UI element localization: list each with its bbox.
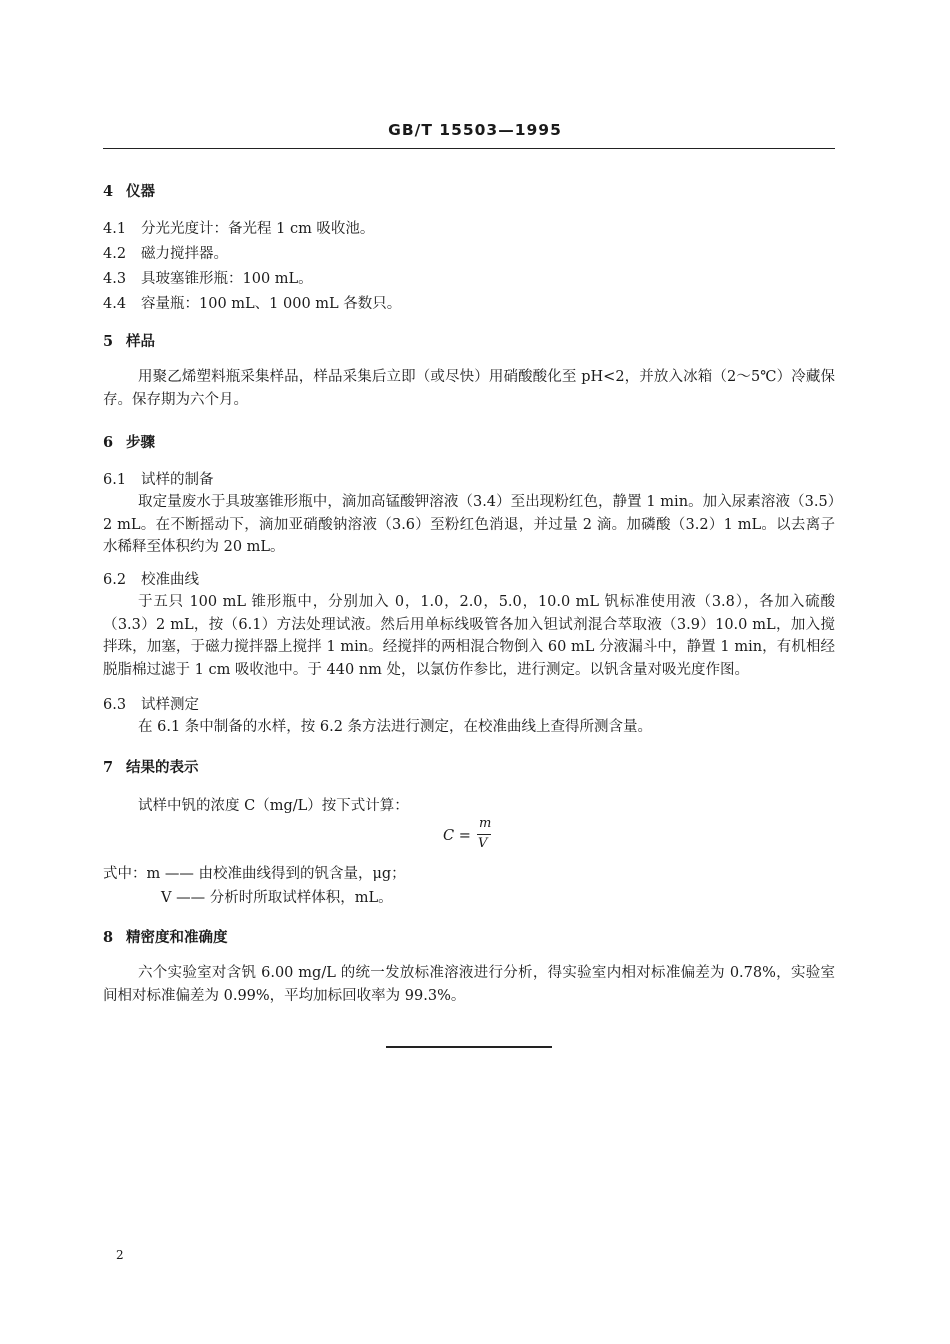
item-number: 4.1 [103, 221, 127, 237]
subsection-6-1-body: 取定量废水于具玻塞锥形瓶中，滴加高锰酸钾溶液（3.4）至出现粉红色，静置 1 min。加入尿素溶液（3.5）2 mL。在不断摇动下，滴加亚硝酸钠溶液（3.6）至粉红色消退，并过量 2 滴。加磷酸（3.2）1 mL。以去离子水稀释至体积约为 20 mL。 [103, 494, 835, 555]
section-number: 8 [103, 929, 114, 946]
formula-lhs: C = [443, 828, 471, 844]
subsection-6-2-body: 于五只 100 mL 锥形瓶中，分别加入 0，1.0，2.0，5.0，10.0 mL 钒标准使用液（3.8），各加入硫酸（3.3）2 mL，按（6.1）方法处理试液。然后用单标线吸管各加入钽试剂混合萃取液（3.9）10.0 mL，加入搅拌珠，加塞，于磁力搅拌器上搅拌 1 min。经搅拌的两相混合物倒入 60 mL 分液漏斗中，静置 1 min，有机相经脱脂棉过滤于 1 cm 吸收池中。于 440 nm 处，以氯仿作参比，进行测定。以钒含量对吸光度作图。 [103, 594, 835, 678]
item-text: 磁力搅拌器。 [141, 246, 228, 262]
page-number: 2 [116, 1248, 124, 1262]
end-rule [386, 1046, 552, 1048]
section-8-body: 六个实验室对含钒 6.00 mg/L 的统一发放标准溶液进行分析，得实验室内相对标准偏差为 0.78%，实验室间相对标准偏差为 0.99%，平均加标回收率为 99.3%。 [103, 965, 835, 1004]
subsection-6-1-heading [103, 468, 214, 489]
formula-intro: 试样中钒的浓度 C（mg/L）按下式计算： [138, 798, 409, 814]
section-number: 7 [103, 759, 114, 776]
item-text: 校准曲线 [141, 572, 199, 588]
section-title: 样品 [126, 333, 155, 350]
item-text: 试样测定 [141, 697, 199, 713]
section-title: 步骤 [126, 434, 155, 451]
item-text: 容量瓶：100 mL、1 000 mL 各数只。 [141, 296, 402, 312]
section-number: 6 [103, 434, 114, 451]
section-8-heading [103, 926, 228, 947]
item-number: 6.2 [103, 572, 127, 588]
item-4-2 [103, 242, 228, 263]
item-text: 试样的制备 [141, 472, 214, 488]
formula [443, 816, 492, 851]
item-text: 分光光度计：备光程 1 cm 吸收池。 [141, 221, 375, 237]
section-number: 5 [103, 333, 114, 350]
item-4-1 [103, 217, 374, 238]
item-4-4 [103, 292, 401, 313]
section-title: 仪器 [126, 183, 155, 200]
formula-numerator: m [479, 816, 492, 831]
item-4-3 [103, 267, 313, 288]
section-title: 精密度和准确度 [126, 929, 228, 946]
section-5-heading [103, 330, 155, 351]
subsection-6-3-body: 在 6.1 条中制备的水样，按 6.2 条方法进行测定，在校准曲线上查得所测含量。 [138, 719, 653, 735]
section-6-heading [103, 431, 155, 452]
page-header: GB/T 15503—1995 [388, 121, 562, 139]
header-rule [103, 148, 835, 149]
subsection-6-3-heading [103, 693, 199, 714]
item-number: 4.2 [103, 246, 127, 262]
item-number: 4.3 [103, 271, 127, 287]
section-7-heading [103, 756, 199, 777]
section-number: 4 [103, 183, 114, 200]
formula-where-2: V —— 分析时所取试样体积，mL。 [161, 890, 393, 906]
item-number: 6.1 [103, 472, 127, 488]
subsection-6-2-heading [103, 568, 199, 589]
item-text: 具玻塞锥形瓶：100 mL。 [141, 271, 313, 287]
section-title: 结果的表示 [126, 759, 199, 776]
item-number: 6.3 [103, 697, 127, 713]
item-number: 4.4 [103, 296, 127, 312]
fraction-bar [477, 834, 491, 835]
formula-where-1: 式中：m —— 由校准曲线得到的钒含量，μg； [103, 866, 406, 882]
section-5-body: 用聚乙烯塑料瓶采集样品，样品采集后立即（或尽快）用硝酸酸化至 pH<2，并放入冰箱（2～5℃）冷藏保存。保存期为六个月。 [103, 369, 836, 408]
formula-denominator: V [478, 836, 488, 851]
section-4-heading [103, 180, 155, 201]
